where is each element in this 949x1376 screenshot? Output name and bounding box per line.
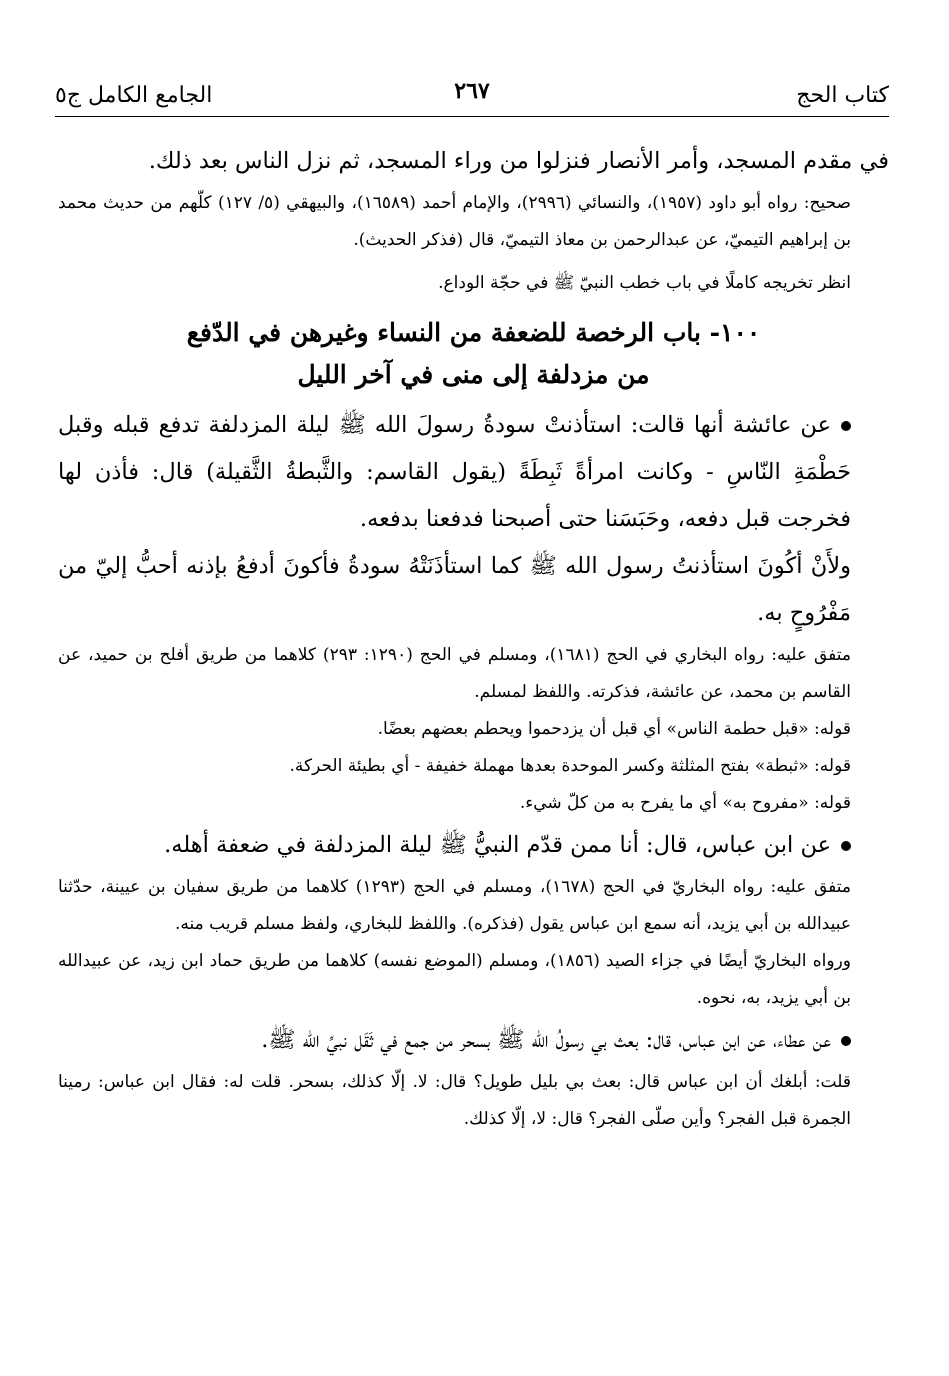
takhrij-note: صحيح: رواه أبو داود (١٩٥٧)، والنسائي (٢٩٩٦)، والإمام أحمد (١٦٥٨٩)، والبيهقي (٥/ ١٢٧) كلّهم من حديث محمد بن إبراهيم التيميّ، عن عبدالرحمن بن معاذ التيميّ، قال (فذكر الحديث). [58, 193, 851, 250]
discussion-note: قلت: أبلغك أن ابن عباس قال: بعث بي بليل طويل؟ قال: لا. إلّا كذلك، بسحر. قلت له: فقال ابن عباس: رمينا الجمرة قبل الفجر؟ وأين صلّى الفجر؟ قال: لا، إلّا كذلك. [58, 1072, 851, 1129]
hadith-continuation: في مقدم المسجد، وأمر الأنصار فنزلوا من وراء المسجد، ثم نزل الناس بعد ذلك. [148, 148, 889, 174]
header-book-title: الجامع الكامل ج٥ [55, 83, 213, 108]
gloss-note: قوله: «قبل حطمة الناس» أي قبل أن يزدحموا ويحطم بعضهم بعضًا. [377, 719, 851, 739]
gloss-note: قوله: «مفروح به» أي ما يفرح به من كلّ شيء. [519, 793, 851, 813]
page-number: ٢٦٧ [454, 78, 490, 104]
header-rule [55, 116, 889, 117]
header-chapter-title: كتاب الحج [796, 83, 889, 108]
takhrij-note: ورواه البخاريّ أيضًا في جزاء الصيد (١٨٥٦)، ومسلم (الموضع نفسه) كلاهما من طريق حماد ابن زيد، عن عبيدالله بن أبي يزيد، به، نحوه. [58, 951, 851, 1008]
hadith-ibn-abbas [58, 822, 889, 869]
hadith-text: عن ابن عباس، قال: أنا ممن قدّم النبيُّ ﷺ ليلة المزدلفة في ضعفة أهله. [164, 832, 831, 858]
takhrij-note: متفق عليه: رواه البخاريّ في الحج (١٦٧٨)، ومسلم في الحج (١٢٩٣) كلاهما من طريق سفيان بن عيينة، حدّثنا عبيدالله بن أبي يزيد، أنه سمع ابن عباس يقول (فذكره). واللفظ للبخاري، ولفظ مسلم قريب منه. [58, 877, 852, 934]
takhrij-note: متفق عليه: رواه البخاري في الحج (١٦٨١)، ومسلم في الحج (١٢٩٠: ٢٩٣) كلاهما من طريق أفلح بن حميد، عن القاسم بن محمد، عن عائشة، فذكرته. واللفظ لمسلم. [58, 645, 851, 702]
hadith-ata [58, 1017, 889, 1064]
bullet-icon [841, 841, 851, 851]
bullet-icon [841, 1036, 851, 1046]
running-header [55, 68, 889, 108]
hadith-text: عن عطاء، عن ابن عباس، قال: بعث بي رسولُ الله ﷺ بسحر من جمع في ثَقَل نبيِّ الله ﷺ. [261, 1027, 831, 1053]
gloss-note: قوله: «ثبطة» بفتح المثلثة وكسر الموحدة بعدها مهملة خفيفة - أي بطيئة الحركة. [289, 756, 851, 776]
chapter-title-line-2: من مزدلفة إلى منى في آخر الليل [297, 360, 650, 389]
bullet-icon [841, 421, 851, 431]
cross-reference-note: انظر تخريجه كاملًا في باب خطب النبيّ ﷺ في حجّة الوداع. [438, 273, 851, 293]
hadith-text: عن عائشة أنها قالت: استأذنتْ سودةُ رسولَ الله ﷺ ليلة المزدلفة تدفع قبله وقبل حَطْمَةِ النّاسِ - وكانت امرأةً ثَبِطَةً (يقول القاسم: والثَّبطةُ الثَّقيلة) قال: فأذن لها فخرجت قبل دفعه، وحَبَسَنا حتى أصبحنا فدفعنا بدفعه. [58, 412, 851, 532]
page-body [58, 138, 889, 1138]
hadith-aisha-continued: ولأَنْ أكُونَ استأذنتُ رسول الله ﷺ كما استأذَنَتْهُ سودةُ فأكونَ أدفعُ بإذنه أحبُّ إليّ من مَفْرُوحٍ به. [58, 553, 851, 626]
chapter-title-line-1: ١٠٠- باب الرخصة للضعفة من النساء وغيرهن في الدّفع [186, 318, 761, 347]
hadith-aisha [58, 402, 889, 543]
